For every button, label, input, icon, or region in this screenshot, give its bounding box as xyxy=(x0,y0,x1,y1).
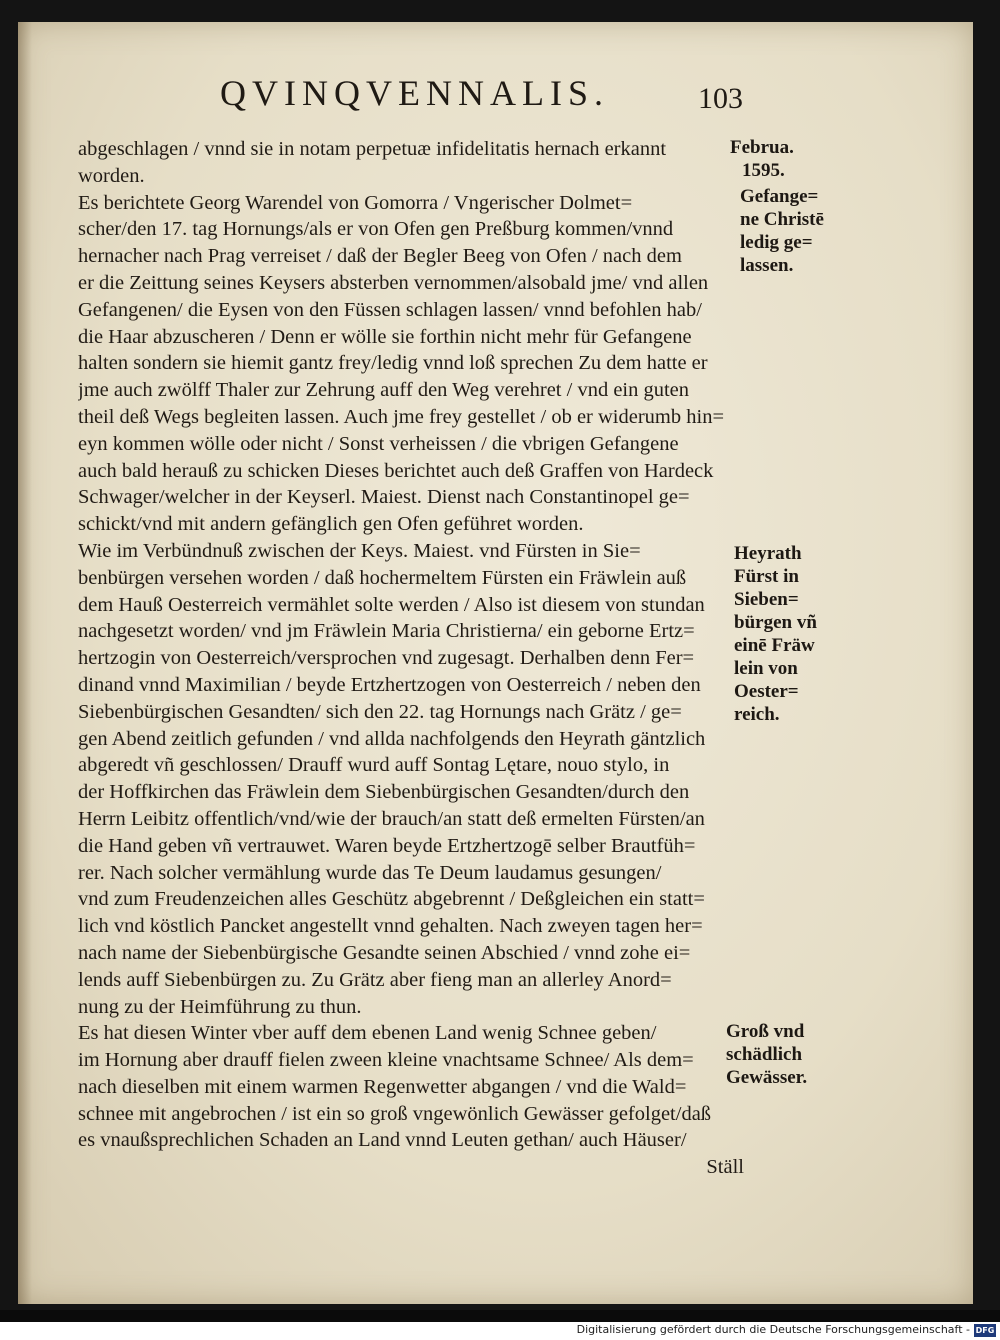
text-line: benbürgen versehen worden / daß hochermeltem Fürsten ein Fräwlein auß xyxy=(78,566,687,589)
running-head: QVINQVENNALIS. xyxy=(220,73,609,113)
catchword: Ställ xyxy=(706,1156,744,1179)
text-line: auch bald herauß zu schicken Dieses berichtet auch deß Graffen von Hardeck xyxy=(78,459,714,482)
margin-line: ne Christē xyxy=(740,209,824,230)
text-line: Gefangenen/ die Eysen von den Füssen schlagen lassen/ vnnd befohlen hab/ xyxy=(78,298,702,321)
text-line: nachgesetzt worden/ vnd jm Fräwlein Maria Christierna/ ein geborne Ertz= xyxy=(78,620,695,643)
dfg-logo: DFG xyxy=(975,1326,995,1335)
text-line: dem Hauß Oesterreich vermählet solte werden / Also ist diesem von stundan xyxy=(78,593,705,616)
margin-line: Fürst in xyxy=(734,566,799,587)
text-line: lich vnd köstlich Pancket angestellt vnnd gehalten. Nach zweyen tagen her= xyxy=(78,915,703,938)
margin-line: lassen. xyxy=(740,255,794,276)
text-line: nach dieselben mit einem warmen Regenwetter abgangen / vnd die Wald= xyxy=(78,1075,687,1098)
text-line: abgeredt vñ geschlossen/ Drauff wurd auff Sontag Lętare, nouo stylo, in xyxy=(78,754,670,777)
margin-line: Sieben= xyxy=(734,589,799,610)
text-line: rer. Nach solcher vermählung wurde das Te Deum laudamus gesungen/ xyxy=(78,861,662,884)
margin-line: bürgen vñ xyxy=(734,612,817,633)
text-line: im Hornung aber drauff fielen zween kleine vnachtsame Schnee/ Als dem= xyxy=(78,1049,694,1072)
text-line: dinand vnnd Maximilian / beyde Ertzhertzogen von Oesterreich / neben den xyxy=(78,673,701,696)
margin-line: Gewässer. xyxy=(726,1067,808,1088)
text-line: schickt/vnd mit andern gefänglich gen Ofen geführet worden. xyxy=(78,513,584,536)
margin-line: reich. xyxy=(734,704,780,725)
attribution-bar xyxy=(0,1322,1000,1340)
margin-line: Groß vnd xyxy=(726,1021,805,1042)
text-line: die Hand geben vñ vertrauwet. Waren beyde Ertzhertzogē selber Brautfüh= xyxy=(78,834,696,857)
text-line: hertzogin von Oesterreich/versprochen vnd zugesagt. Derhalben denn Fer= xyxy=(78,647,695,670)
text-line: theil deß Wegs begleiten lassen. Auch jme frey gestellet / ob er widerumb hin= xyxy=(78,405,725,428)
margin-date xyxy=(730,136,794,182)
margin-line: Oester= xyxy=(734,681,799,702)
text-line: abgeschlagen / vnnd sie in notam perpetuæ infidelitatis hernach erkannt xyxy=(78,138,667,160)
text-line: Siebenbürgischen Gesandten/ sich den 22. tag Hornungs nach Grätz / ge= xyxy=(78,700,682,723)
margin-note-flood xyxy=(726,1020,807,1089)
text-line: Schwager/welcher in der Keyserl. Maiest. Dienst nach Constantinopel ge= xyxy=(78,486,690,509)
funding-notice: Digitalisierung gefördert durch die Deutsche Forschungsgemeinschaft - xyxy=(576,1323,970,1336)
margin-line: ledig ge= xyxy=(740,232,813,253)
text-line: nung zu der Heimführung zu thun. xyxy=(78,995,362,1018)
text-line: Es berichtete Georg Warendel von Gomorra / Vngerischer Dolmet= xyxy=(78,191,633,214)
margin-line: 1595. xyxy=(742,160,785,181)
text-line: lends auff Siebenbürgen zu. Zu Grätz aber fieng man an allerley Anord= xyxy=(78,968,672,991)
text-line: Wie im Verbündnuß zwischen der Keys. Maiest. vnd Fürsten in Sie= xyxy=(78,539,641,562)
main-text xyxy=(78,136,758,1181)
margin-line: schädlich xyxy=(726,1044,803,1065)
text-line: es vnaußsprechlichen Schaden an Land vnnd Leuten gethan/ auch Häuser/ xyxy=(78,1129,687,1152)
text-line: schnee mit angebrochen / ist ein so groß vngewönlich Gewässer gefolget/daß xyxy=(78,1102,712,1125)
paragraph-4 xyxy=(78,1020,758,1154)
text-line: scher/den 17. tag Hornungs/als er von Ofen gen Preßburg kommen/vnnd xyxy=(78,218,674,241)
text-line: Es hat diesen Winter vber auff dem ebenen Land wenig Schnee geben/ xyxy=(78,1022,657,1045)
margin-line: Gefange= xyxy=(740,186,819,207)
text-line: hernacher nach Prag verreiset / daß der Begler Beeg von Ofen / nach dem xyxy=(78,245,682,268)
page-number: 103 xyxy=(698,82,743,115)
text-line: vnd zum Freudenzeichen alles Geschütz abgebrennt / Deßgleichen ein statt= xyxy=(78,888,705,911)
text-line: gen Abend zeitlich gefunden / vnd allda nachfolgends den Heyrath gäntzlich xyxy=(78,727,706,750)
text-line: jme auch zwölff Thaler zur Zehrung auff den Weg verehret / vnd ein guten xyxy=(78,379,690,402)
text-line: Herrn Leibitz offentlich/vnd/wie der brauch/an statt deß ermelten Fürsten/an xyxy=(78,807,705,830)
text-line: er die Zeittung seines Keysers absterben vernommen/alsobald jme/ vnd allen xyxy=(78,271,709,294)
margin-line: lein von xyxy=(734,658,798,679)
text-line: halten sondern sie hiemit gantz frey/ledig vnnd loß sprechen Zu dem hatte er xyxy=(78,352,708,375)
margin-note-prisoners xyxy=(740,185,824,277)
text-line: eyn kommen wölle oder nicht / Sonst verheissen / die vbrigen Gefangene xyxy=(78,432,679,455)
margin-line: Februa. xyxy=(730,137,794,158)
text-line: die Haar abzuscheren / Denn er wölle sie forthin nicht mehr für Gefangene xyxy=(78,325,692,348)
book-page xyxy=(18,22,973,1304)
text-line: worden. xyxy=(78,164,145,187)
margin-note-marriage xyxy=(734,542,817,726)
margin-line: einē Fräw xyxy=(734,635,815,656)
paragraph-2 xyxy=(78,190,758,538)
text-line: der Hoffkirchen das Fräwlein dem Siebenbürgischen Gesandten/durch den xyxy=(78,781,690,804)
margin-line: Heyrath xyxy=(734,543,802,564)
paragraph-3 xyxy=(78,538,758,1020)
paragraph-1 xyxy=(78,136,758,190)
text-line: nach name der Siebenbürgische Gesandte seinen Abschied / vnnd zohe ei= xyxy=(78,941,691,964)
